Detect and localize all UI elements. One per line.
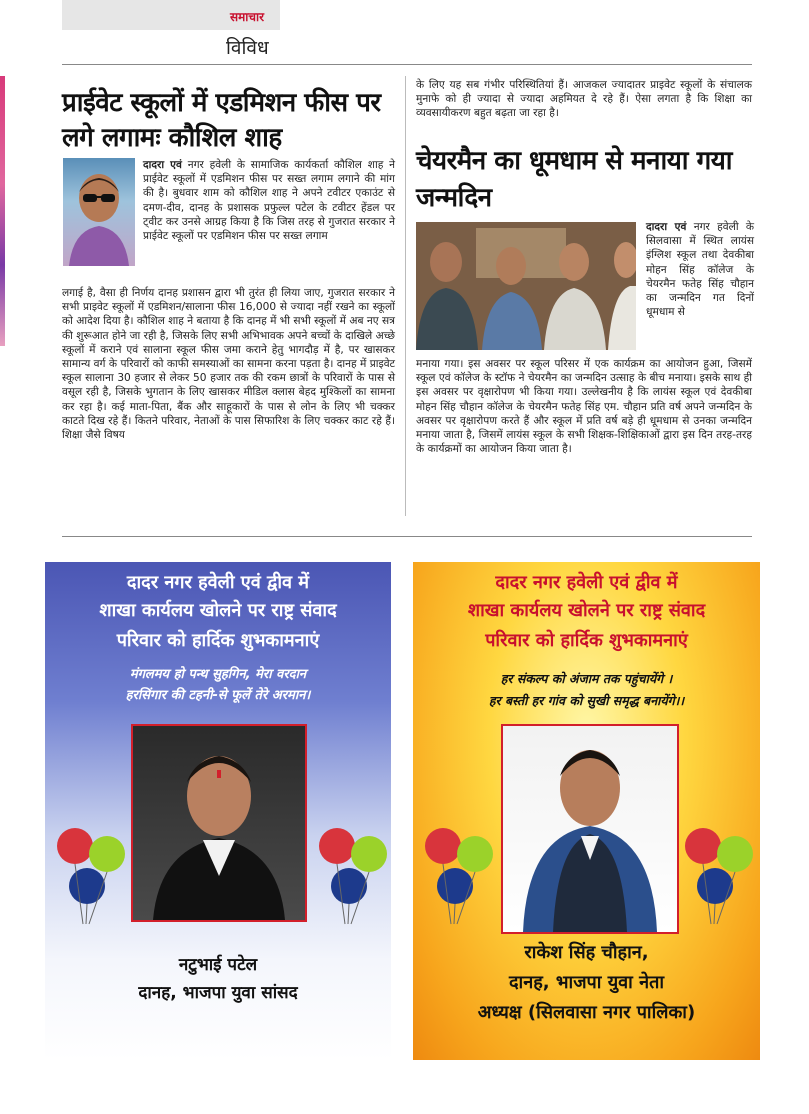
group-photo-image: [416, 222, 636, 350]
greeting-ad-right: [413, 562, 760, 1060]
portrait-man-vest-image: [503, 726, 677, 932]
ad-left-slogan1: मंगलमय हो पन्थ सुहगिन, मेरा वरदान: [129, 667, 307, 682]
article2-headline: चेयरमैन का धूमधाम से मनाया गया जन्मदिन: [416, 146, 733, 213]
article2-photo: [416, 222, 636, 350]
article2-body: मनाया गया। इस अवसर पर स्कूल परिसर में एक कार्यक्रम का आयोजन हुआ, जिसमें स्कूल एवं कॉलेज के स्टॉफ ने चेयरमैन का जन्मदिन उत्साह के बीच मनाया। इसके साथ ही इस अवसर पर वृक्षारोपण भी किया गया। उल्लेखनीय है कि लायंस स्कूल एवं देवकीबा मोहन सिंह चौहान कॉलेज के चेयरमैन फतेह सिंह एम. चौहान प्रति वर्ष अपने जन्मदिन के अवसर पर वृक्षारोपण करते हैं और स्कूल में प्रति वर्ष बड़े ही धूमधाम से उनका जन्मदिन मनाया जाता है, जिसमें लायंस स्कूल के सभी शिक्षक-शिक्षिकाओं द्वारा इस दिन तरह-तरह के कार्यक्रमों का आयोजन किया जाता है।: [416, 358, 752, 456]
subsection-label: विविध: [226, 37, 269, 59]
section-label: समाचार: [230, 10, 265, 24]
ad-right-slogan1: हर संकल्प को अंजाम तक पहुंचायेंगे ।: [500, 671, 673, 686]
article1-body-continued: के लिए यह सब गंभीर परिस्थितियां हैं। आजकल ज्यादातर प्राइवेट स्कूलों के संचालक मुनाफे को ही ज्यादा से ज्यादा अहमियत दे रहे हैं। ऐसा लगता है कि शिक्षा का व्यवसायीकरण बहुत बढ़ता जा रहा है।: [416, 79, 752, 120]
article2-lead: दादरा एवं: [646, 221, 687, 233]
column-divider: [405, 76, 406, 516]
ad-left-line2: शाखा कार्यलय खोलने पर राष्ट्र संवाद: [99, 600, 337, 621]
ad-right-post: अध्यक्ष (सिलवासा नगर पालिका): [477, 1002, 696, 1023]
ad-right-line1: दादर नगर हवेली एवं द्वीव में: [495, 572, 678, 593]
ad-left-line3: परिवार को हार्दिक शुभकामनाएं: [116, 630, 320, 651]
page-edge-strip: [0, 76, 5, 346]
ad-left-slogan2: हरसिंगार की टहनी-से फूलें तेरे अरमान।: [125, 688, 311, 703]
balloons-right-icon: [681, 824, 759, 934]
ad-left-name: नटुभाई पटेल: [178, 955, 258, 975]
article1-body-side: [143, 158, 395, 243]
article2-body-side: [646, 220, 754, 319]
ad-right-line2: शाखा कार्यलय खोलने पर राष्ट्र संवाद: [467, 600, 706, 621]
article1-lead: दादरा एवं: [143, 159, 182, 171]
ad-left-title: दानह, भाजपा युवा सांसद: [138, 983, 298, 1003]
ad-right-line3: परिवार को हार्दिक शुभकामनाएं: [485, 630, 688, 651]
article2-text-side: नगर हवेली के सिलवासा में स्थित लायंस इंग्लिश स्कूल तथा देवकीबा मोहन सिंह कॉलेज के चेयरमैन फतेह सिंह चौहान का जन्मदिन गत दिनों धूमधाम से: [646, 221, 754, 319]
ads-divider: [62, 536, 752, 537]
ad-right-title: दानह, भाजपा युवा नेता: [509, 972, 664, 993]
balloons-left-icon: [421, 824, 499, 934]
ad-left-line1: दादर नगर हवेली एवं द्वीव में: [126, 572, 310, 593]
article1-headline: प्राईवेट स्कूलों में एडमिशन फीस पर लगे लगामः कौशिल शाह: [62, 88, 381, 153]
ad-left-portrait: [131, 724, 307, 922]
portrait-man-sunglasses-image: [63, 158, 135, 266]
article1-photo: [63, 158, 135, 266]
article1-body: लगाई है, वैसा ही निर्णय दानह प्रशासन द्वारा भी तुरंत ही लिया जाए, गुजरात सरकार ने सभी प्राइवेट स्कूलों में एडमिशन/सालाना फीस 16,000 से ज्यादा नहीं रखने का स्कूलों को आदेश दिया है। कौशिल शाह ने बताया है कि दानह में भी सभी स्कूलों में अब नए सत्र की शुरूआत होने जा रही है, जिसके लिए सभी अभिभावक अपने बच्चों के दाखिले अच्छे स्कूलों में कराने एवं सालाना स्कूल फीस जमा कराने हेतु भागदौड़ में है, पर खासकर सामान्य वर्ग के परिवारों को काफी समस्याओं का सामना करना पड़ता है। दानह में प्राइवेट स्कूल सालाना 30 हजार से लेकर 50 हजार तक की रकम छात्रों के परिवारों के पास से वसूल रही है, जिसके भुगतान के लिए खासकर मीडिल क्लास बेहद मुश्किलों का सामना कर रहा है। कई माता-पिता, बैंक और साहूकारों के पास से लोन के लिए भी चक्कर काटते दिख रहे हैं। कितने परिवार, नेताओं के पास सिफारिश के लिए चक्कर काट रहे हैं। शिक्षा जैसे विषय: [62, 287, 395, 442]
article1-text-side: नगर हवेली के सामाजिक कार्यकर्ता कौशिल शाह ने प्राईवेट स्कूलों में एडमिशन फीस पर सख्त लगाम लगाने की मांग की है। बुधवार शाम को कौशिल शाह ने अपने टवीटर एकाउंट से दमण-दीव, दानह के प्रशासक प्रफुल्ल पटेल के टवीटर हेंडल पर ट्वीट कर उनसे आग्रह किया है कि जिस तरह से गुजरात सरकार ने प्राईवेट स्कूलों पर एडमिशन फीस पर सख्त लगाम: [143, 159, 395, 243]
balloons-right-icon: [315, 824, 391, 934]
ad-right-name: राकेश सिंह चौहान,: [524, 942, 649, 963]
ad-right-portrait: [501, 724, 679, 934]
portrait-man-image: [133, 726, 305, 920]
greeting-ad-left: [45, 562, 391, 1060]
header-divider: [62, 64, 752, 65]
balloons-left-icon: [53, 824, 131, 934]
ad-right-slogan2: हर बस्ती हर गांव को सुखी समृद्ध बनायेंगे।।: [488, 693, 685, 708]
